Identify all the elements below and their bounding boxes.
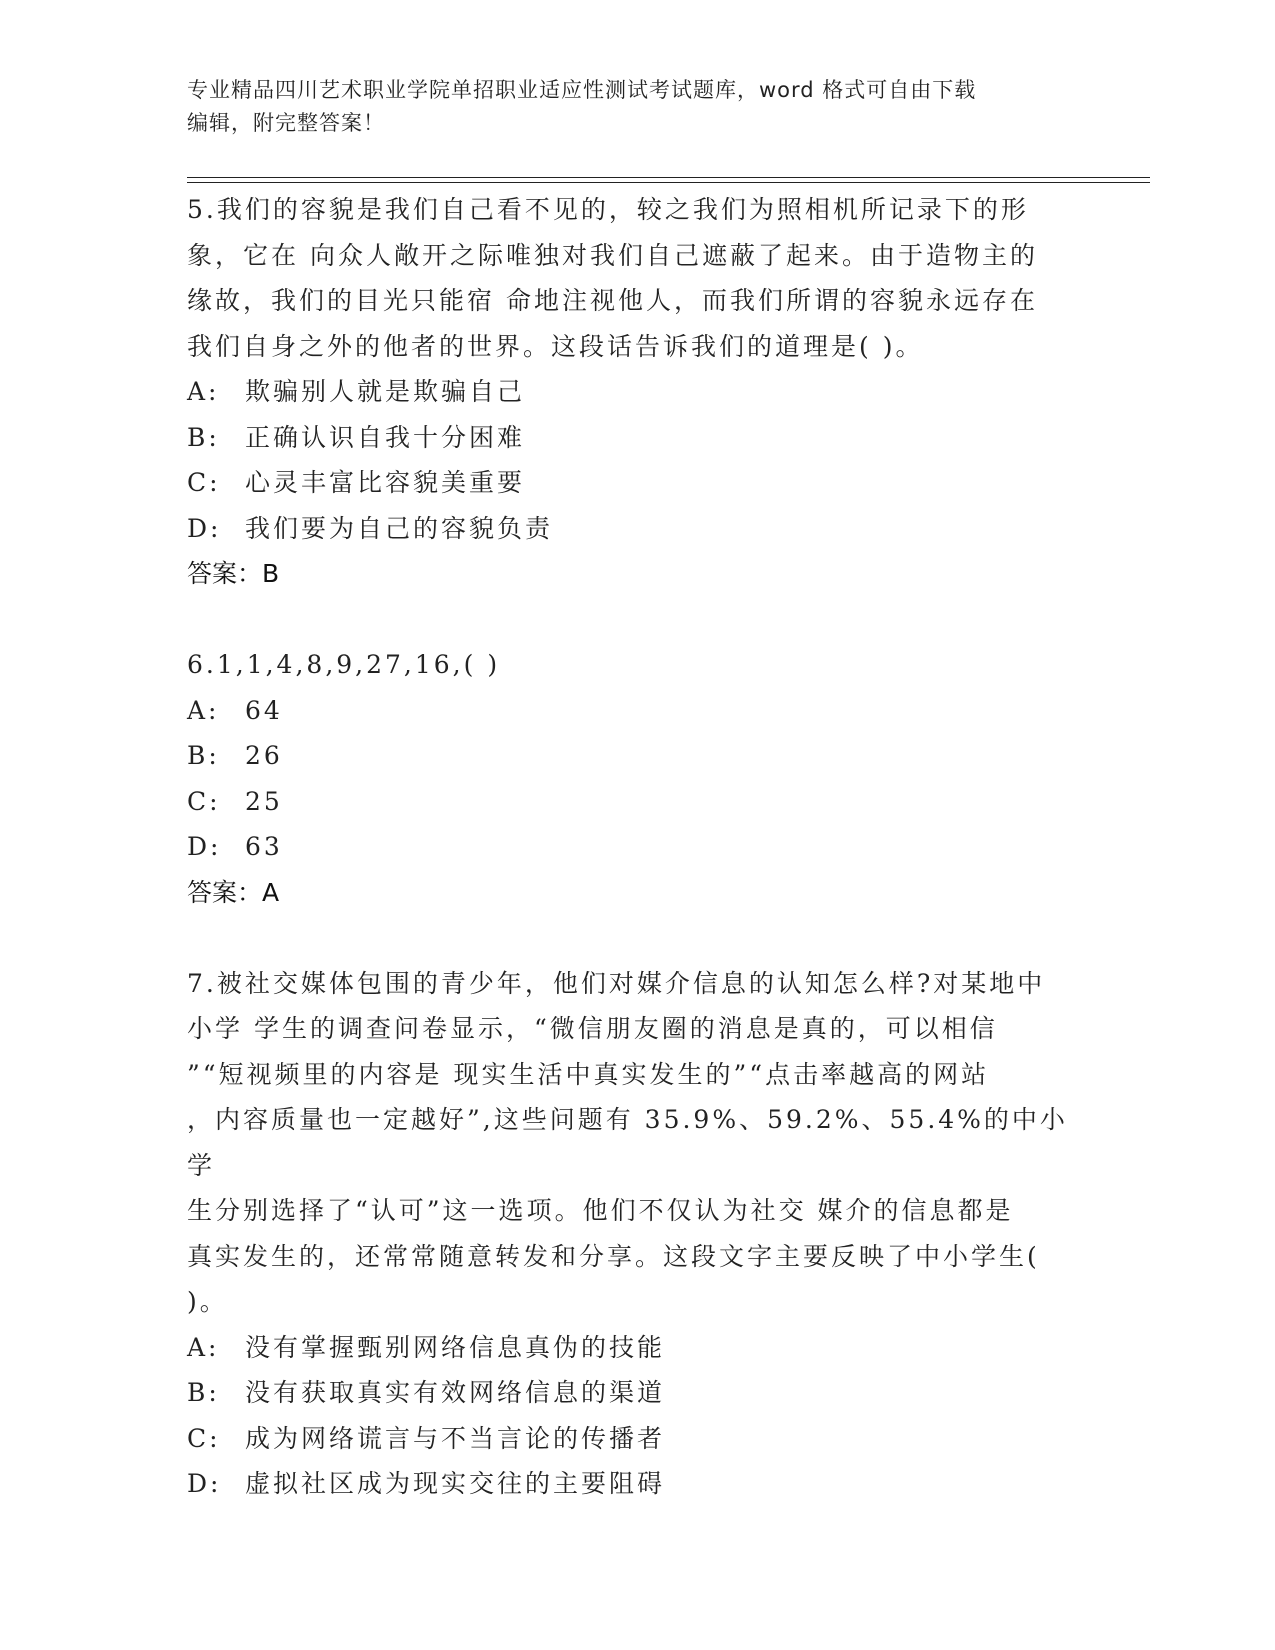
option-a [187,369,1077,415]
option-text: 正确认识自我十分困难 [245,422,526,452]
option-c [187,1416,1077,1462]
stem-line: 生分别选择了“认可”这一选项。他们不仅认为社交 媒介的信息都是 [187,1196,1014,1225]
option-text: 26 [245,741,283,770]
header-line-2: 编辑，附完整答案！ [187,111,385,135]
option-text: 欺骗别人就是欺骗自己 [245,377,526,406]
stem-line: 象，它在 向众人敞开之际唯独对我们自己遮蔽了起来。由于造物主的 [187,240,1038,270]
option-b [187,1370,1077,1416]
option-b [187,733,1077,779]
option-text: 我们要为自己的容貌负责 [245,513,554,543]
option-text: 没有掌握甄别网络信息真伪的技能 [245,1332,666,1362]
stem-line: 我们自身之外的他者的世界。这段话告诉我们的道理是( )。 [187,331,924,361]
stem-line: 6.1,1,4,8,9,27,16,( ) [187,650,501,679]
question-stem [187,187,1077,369]
stem-line: ，内容质量也一定越好”,这些问题有 35.9%、59.2%、55.4%的中小学 [187,1105,1068,1180]
option-c [187,460,1077,506]
option-key: A: [187,377,220,406]
option-key: A: [187,695,220,725]
stem-line: ”“短视频里的内容是 现实生活中真实发生的”“点击率越高的网站 [187,1059,990,1089]
option-key: C: [187,468,221,497]
option-key: A: [187,1332,220,1362]
option-d [187,824,1077,870]
stem-line: 真实发生的，还常常随意转发和分享。这段文字主要反映了中小学生( [187,1241,1040,1271]
option-key: B: [187,1378,220,1407]
option-key: D: [187,1469,222,1498]
question-7 [187,961,1077,1507]
header-line-1: 专业精品四川艺术职业学院单招职业适应性测试考试题库，word 格式可自由下载 [187,78,977,102]
spacer [187,597,1077,643]
document-header [187,74,1067,140]
spacer [187,915,1077,961]
stem-line: 小学 学生的调查问卷显示，“微信朋友圈的消息是真的，可以相信 [187,1014,998,1043]
question-5 [187,187,1077,597]
stem-line: 7.被社交媒体包围的青少年，他们对媒介信息的认知怎么样?对某地中 [187,968,1046,998]
option-d [187,506,1077,552]
answer-line: 答案：A [187,877,280,907]
answer-line: 答案：B [187,559,280,588]
option-text: 成为网络谎言与不当言论的传播者 [245,1423,666,1453]
stem-line: 缘故，我们的目光只能宿 命地注视他人，而我们所谓的容貌永远存在 [187,286,1038,315]
stem-line: 5.我们的容貌是我们自己看不见的，较之我们为照相机所记录下的形 [187,195,1029,224]
option-key: B: [187,741,220,770]
option-text: 63 [245,832,283,861]
question-list [187,187,1077,1507]
question-stem [187,642,1077,688]
option-key: C: [187,786,221,816]
option-text: 64 [245,695,283,725]
option-a [187,1325,1077,1371]
option-key: D: [187,832,222,861]
header-divider-bottom [187,182,1150,183]
option-text: 25 [245,786,283,816]
option-text: 没有获取真实有效网络信息的渠道 [245,1378,666,1407]
option-c [187,779,1077,825]
option-d [187,1461,1077,1507]
option-text: 心灵丰富比容貌美重要 [245,468,526,497]
option-key: B: [187,422,220,452]
option-b [187,415,1077,461]
option-key: C: [187,1423,221,1453]
option-text: 虚拟社区成为现实交往的主要阻碍 [245,1469,666,1498]
header-divider-top [187,177,1150,178]
question-stem [187,961,1077,1325]
option-a [187,688,1077,734]
option-key: D: [187,513,222,543]
stem-line: )。 [187,1287,228,1316]
question-6 [187,642,1077,915]
